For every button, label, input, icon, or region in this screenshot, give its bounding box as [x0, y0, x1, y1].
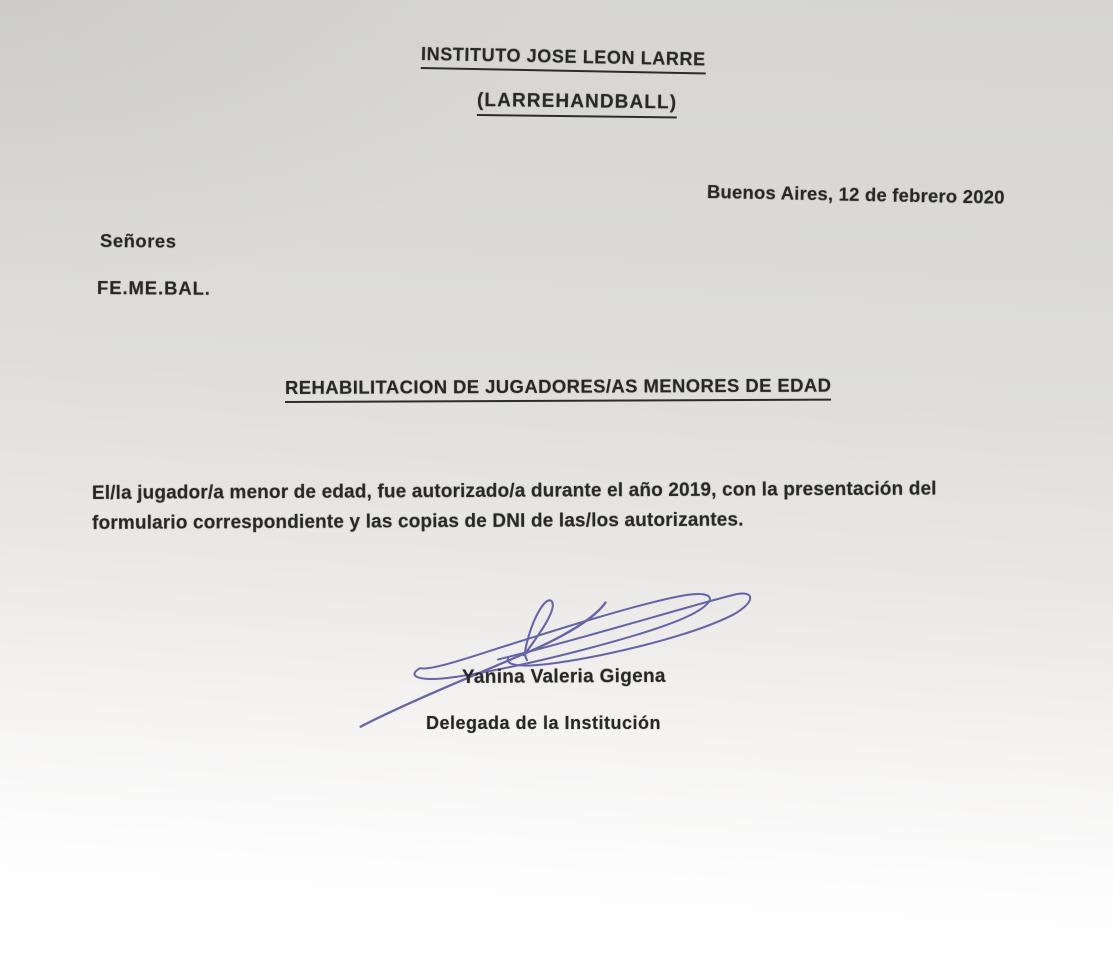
signatory-title: Delegada de la Institución: [426, 713, 662, 733]
signatory-name: Yanina Valeria Gigena: [461, 665, 666, 688]
date-line: Buenos Aires, 12 de febrero 2020: [706, 181, 1005, 208]
recipient-salutation: Señores: [99, 230, 177, 252]
recipient-name: FE.ME.BAL.: [96, 277, 211, 299]
letterhead-team-text: (LARREHANDBALL): [477, 90, 677, 118]
body-line-2: formulario correspondiente y las copias de DNI de las/los autorizantes.: [92, 509, 744, 534]
letterhead-team: [477, 90, 677, 118]
letterhead-institution-text: INSTITUTO JOSE LEON LARRE: [421, 44, 706, 74]
body-paragraph: [92, 475, 937, 539]
signature-ink-strokes: [359, 593, 751, 726]
letterhead-institution: [421, 44, 706, 74]
subject-line-text: REHABILITACION DE JUGADORES/AS MENORES DE EDAD: [285, 375, 831, 403]
body-line-1: El/la jugador/a menor de edad, fue autorizado/a durante el año 2019, con la presentación del: [91, 478, 937, 505]
subject-line: [285, 375, 831, 403]
